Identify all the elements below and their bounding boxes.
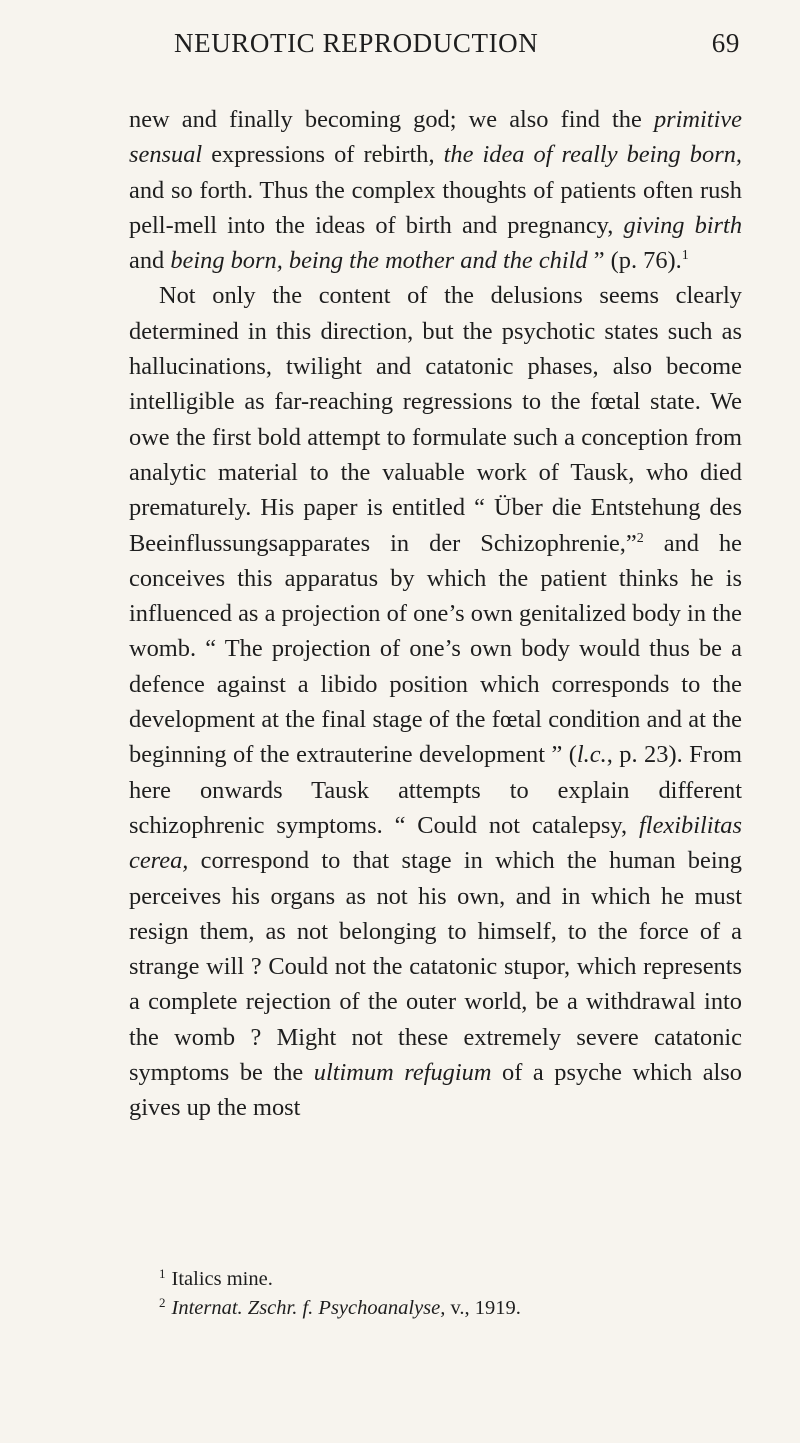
paragraph-2 [129, 278, 742, 1125]
italic-run: ultimum refugium [313, 1059, 492, 1087]
text-run: and [129, 247, 171, 275]
footnote-mark: 2 [159, 1294, 166, 1310]
page-header [129, 20, 740, 64]
footnote-text: v., 1919. [445, 1296, 521, 1319]
text-run: of a psyche which also gives up the most [129, 1059, 742, 1122]
italic-run: l.c. [576, 741, 607, 769]
footnote-text: Italics mine. [171, 1268, 273, 1290]
text-run: ” (p. 76). [587, 247, 682, 275]
running-title: NEUROTIC REPRODUCTION [174, 28, 539, 58]
text-run: new and finally becoming god; we also find the [129, 106, 654, 133]
footnotes [129, 1265, 742, 1322]
body-text [129, 102, 742, 1126]
page-number: 69 [711, 28, 740, 58]
italic-run: being born, being the mother and the child [170, 247, 588, 275]
text-run: expressions of rebirth, [202, 141, 444, 169]
text-run: Not only the content of the delusions seems clearly determined in this direction, but the psychotic states such as hallucinations, twilight and catatonic phases, also become intelligible as far-reaching regressions to the fœtal state. We owe the first bold attempt to formulate such a conception from analytic material to the valuable work of Tausk, who died prematurely. His paper is entitled “ Über die Entstehung des Beeinflussungsapparates in der Schizophrenie,” [129, 282, 742, 557]
text-run: correspond to that stage in which the human being perceives his organs as not his own, and in which he must resign them, as not belonging to himself, to the force of a strange will ? Could not the catatonic stupor, which represents a complete rejection of the outer world, be a withdrawal into the womb ? Might not these extremely severe catatonic symptoms be the [129, 847, 742, 1087]
footnote-marker: 1 [681, 248, 689, 264]
italic-run: primitive sensual [129, 106, 742, 169]
footnote-2 [129, 1294, 742, 1323]
text-run: and he conceives this apparatus by which the patient thinks he is influenced as a projection of one’s own genitalized body in the womb. “ The projection of one’s own body would thus be a defence against a libido position which corresponds to the development at the final stage of the fœtal condition and at the beginning of the extrauterine development ” ( [129, 529, 742, 769]
paragraph-1 [129, 102, 742, 278]
italic-run: giving birth [623, 211, 743, 239]
footnote-marker: 2 [636, 530, 644, 546]
italic-run: flexibilitas cerea, [129, 811, 742, 875]
italic-run: the idea of really being born, [443, 141, 742, 169]
footnote-mark: 1 [159, 1266, 166, 1281]
footnote-1 [129, 1265, 742, 1294]
text-run: , p. 23). From here onwards Tausk attempts to explain different schizophrenic symptoms. “ Could not catalepsy, [129, 741, 742, 839]
footnote-citation: Internat. Zschr. f. Psychoanalyse, [171, 1296, 446, 1319]
text-run: and so forth. Thus the complex thoughts of patients often rush pell-mell into the ideas of birth and pregnancy, [129, 176, 742, 239]
